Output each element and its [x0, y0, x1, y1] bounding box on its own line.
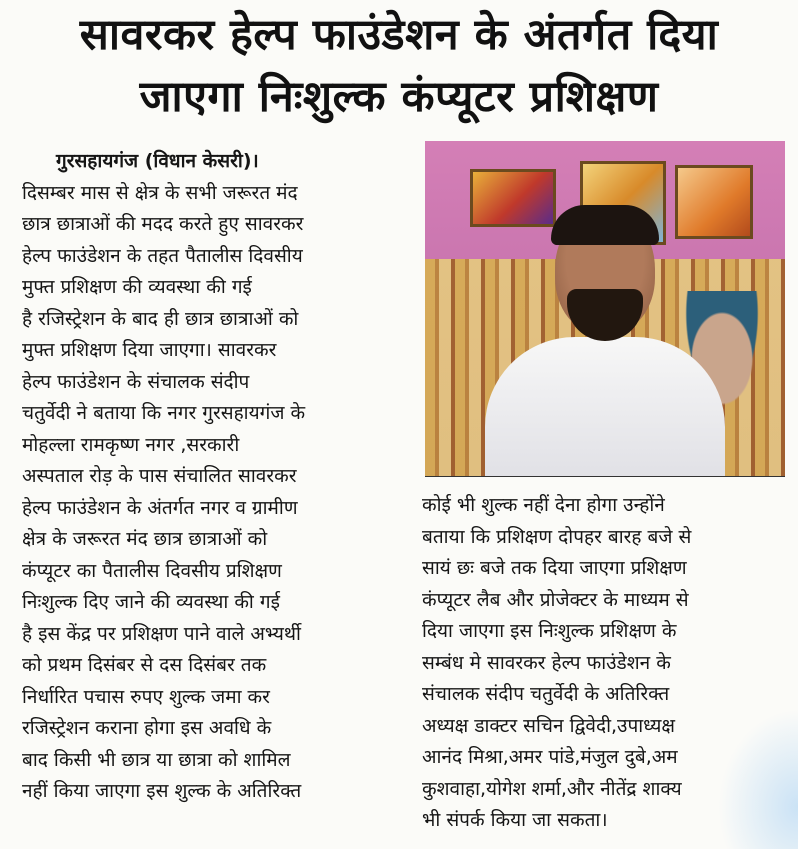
body-line: को प्रथम दिसंबर से दस दिसंबर तक	[22, 654, 267, 676]
body-line: अस्पताल रोड़ के पास संचालित सावरकर	[22, 465, 297, 487]
body-line: संचालक संदीप चतुर्वेदी के अतिरिक्त	[422, 683, 670, 705]
body-line: बताया कि प्रशिक्षण दोपहर बारह बजे से	[422, 525, 692, 548]
body-line: अध्यक्ष डाक्टर सचिन द्विवेदी,उपाध्यक्ष	[422, 714, 675, 737]
light-glare	[718, 709, 798, 849]
body-line: छात्र छात्राओं की मदद करते हुए सावरकर	[22, 213, 304, 235]
body-line: हेल्प फाउंडेशन के संचालक संदीप	[22, 370, 250, 393]
body-line: चतुर्वेदी ने बताया कि नगर गुरसहायगंज के	[22, 402, 306, 424]
body-line: निःशुल्क दिए जाने की व्यवस्था की गई	[22, 591, 280, 613]
body-line: मुफ्त प्रशिक्षण की व्यवस्था की गई	[22, 276, 252, 298]
article-photo	[425, 141, 785, 476]
subject-beard	[567, 289, 643, 341]
body-line: नहीं किया जाएगा इस शुल्क के अतिरिक्त	[22, 780, 302, 802]
body-line: हेल्प फाउंडेशन के अंतर्गत नगर व ग्रामीण	[22, 496, 298, 519]
body-line: है इस केंद्र पर प्रशिक्षण पाने वाले अभ्यर्थी	[22, 622, 301, 645]
body-line: कुशवाहा,योगेश शर्मा,और नीतेंद्र शाक्य	[422, 777, 682, 800]
left-text-column	[22, 146, 392, 808]
dateline: गुरसहायगंज (विधान केसरी)।	[56, 150, 259, 172]
subject-hair	[551, 205, 659, 245]
body-line: क्षेत्र के जरूरत मंद छात्र छात्राओं को	[22, 528, 268, 550]
headline-line-1: सावरकर हेल्प फाउंडेशन के अंतर्गत दिया	[79, 10, 719, 60]
headline	[0, 4, 798, 128]
body-line: मुफ्त प्रशिक्षण दिया जाएगा। सावरकर	[22, 339, 277, 361]
body-line: दिसम्बर मास से क्षेत्र के सभी जरूरत मंद	[22, 181, 298, 204]
body-line: कंप्यूटर लैब और प्रोजेक्टर के माध्यम से	[422, 588, 689, 611]
body-line: मोहल्ला रामकृष्ण नगर ,सरकारी	[22, 433, 240, 456]
body-line: भी संपर्क किया जा सकता।	[422, 809, 608, 831]
body-line: दिया जाएगा इस निःशुल्क प्रशिक्षण के	[422, 620, 677, 642]
body-line: रजिस्ट्रेशन कराना होगा इस अवधि के	[22, 717, 272, 739]
photo-border	[425, 476, 785, 477]
body-line: सायं छः बजे तक दिया जाएगा प्रशिक्षण	[422, 557, 687, 579]
body-line: आनंद मिश्रा,अमर पांडे,मंजुल दुबे,अम	[422, 746, 678, 768]
headline-line-2: जाएगा निःशुल्क कंप्यूटर प्रशिक्षण	[139, 72, 659, 122]
subject-shirt	[485, 337, 725, 476]
body-line: सम्बंध मे सावरकर हेल्प फाउंडेशन के	[422, 651, 671, 674]
body-line: कंप्यूटर का पैतालीस दिवसीय प्रशिक्षण	[22, 559, 282, 582]
photo-subject	[485, 209, 725, 476]
body-line: है रजिस्ट्रेशन के बाद ही छात्र छात्राओं को	[22, 307, 299, 330]
body-line: हेल्प फाउंडेशन के तहत पैतालीस दिवसीय	[22, 244, 303, 267]
body-line: कोई भी शुल्क नहीं देना होगा उन्होंने	[422, 494, 665, 516]
body-line: निर्धारित पचास रुपए शुल्क जमा कर	[22, 685, 270, 708]
body-line: बाद किसी भी छात्र या छात्रा को शामिल	[22, 748, 291, 771]
